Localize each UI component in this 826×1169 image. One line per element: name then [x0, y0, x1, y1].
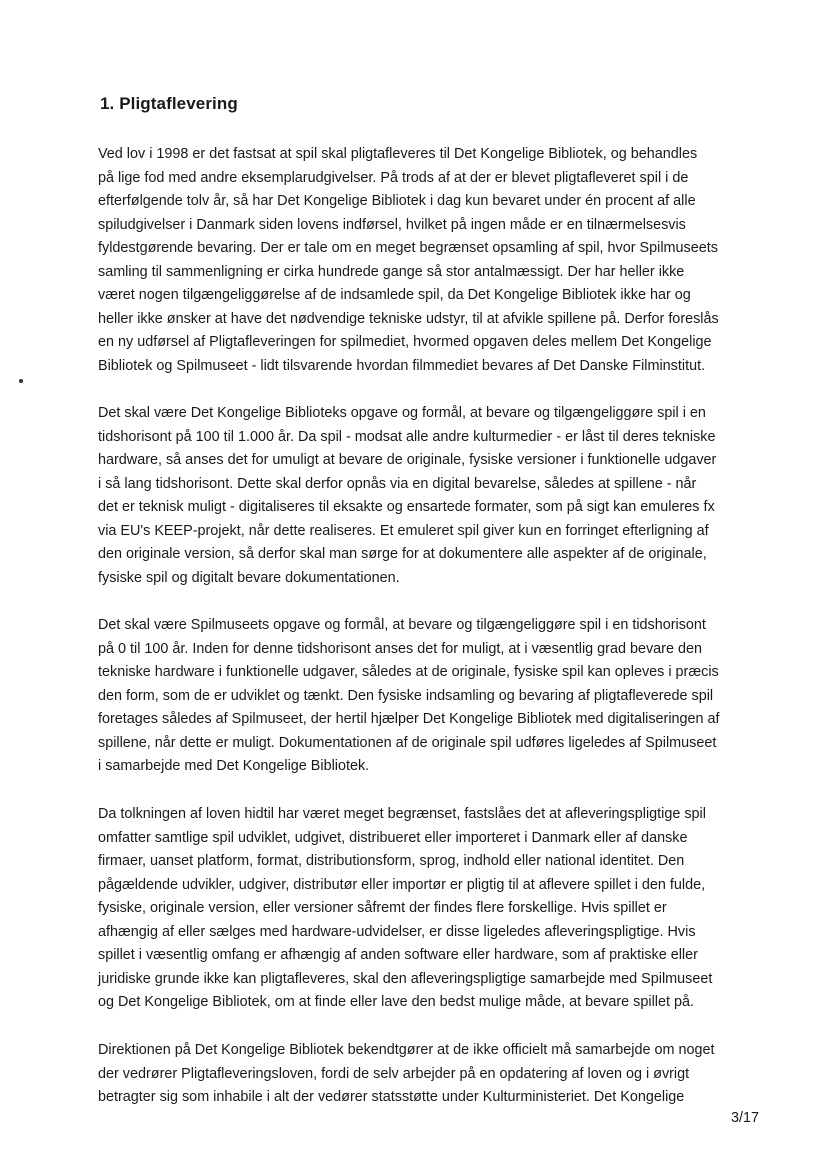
text-line: Bibliotek og Spilmuseet - lidt tilsvarende hvordan filmmediet bevares af Det Danske Filminstitut. [98, 357, 706, 374]
text-line: i samarbejde med Det Kongelige Bibliotek. [98, 758, 370, 774]
text-line: Det skal være Spilmuseets opgave og formål, at bevare og tilgængeliggøre spil i en tidshorisont [98, 617, 706, 633]
text-line: juridiske grunde ikke kan pligtafleveres, skal den afleveringspligtige samarbejde med Spilmuseet [98, 970, 713, 987]
text-line: Ved lov i 1998 er det fastsat at spil skal pligtafleveres til Det Kongelige Bibliotek, og behandles [98, 146, 698, 162]
text-line: den originale version, så derfor skal man sørge for at dokumentere alle aspekter af de originale, [98, 546, 707, 562]
section-heading: 1. Pligtaflevering [100, 94, 238, 113]
text-line: Direktionen på Det Kongelige Bibliotek bekendtgører at de ikke officielt må samarbejde om noget [98, 1042, 715, 1058]
text-line: fysiske spil og digitalt bevare dokumentationen. [98, 569, 400, 586]
text-line: den form, som de er udviklet og tænkt. Den fysiske indsamling og bevaring af pligtafleverede spil [98, 687, 714, 704]
paragraph-5 [98, 1039, 788, 1110]
text-line: hardware, så anses det for umuligt at bevare de originale, fysiske versioner i funktionelle udgaver [98, 452, 717, 468]
text-line: der vedrører Pligtafleveringsloven, fordi de selv arbejder på en opdatering af loven og i øvrigt [98, 1065, 690, 1082]
margin-bullet-mark [19, 379, 23, 383]
text-line: spiludgivelser i Danmark siden lovens indførsel, hvilket på ingen måde er en tilnærmelsesvis [98, 216, 686, 233]
text-line: Det skal være Det Kongelige Biblioteks opgave og formål, at bevare og tilgængeliggøre spil i en [98, 405, 706, 421]
text-line: efterfølgende tolv år, så har Det Kongelige Bibliotek i dag kun bevaret under én procent af alle [98, 193, 696, 209]
text-line: i så lang tidshorisont. Dette skal derfor opnås via en digital bevarelse, således at spillene - når [98, 475, 697, 492]
text-line: omfatter samtlige spil udviklet, udgivet, distribueret eller importeret i Danmark eller af danske [98, 829, 688, 846]
paragraph-4 [98, 803, 788, 1015]
text-line: en ny udførsel af Pligtafleveringen for spilmediet, hvormed opgaven deles mellem Det Kongelige [98, 334, 712, 350]
text-line: tidshorisont på 100 til 1.000 år. Da spil - modsat alle andre kulturmedier - er låst til deres tekniske [98, 428, 716, 445]
text-line: spillet i væsentlig omfang er afhængig af anden software eller hardware, som af praktiske eller [98, 947, 698, 963]
text-line: pågældende udvikler, udgiver, distributør eller importør er pligtig til at aflevere spillet i den fulde, [98, 876, 706, 893]
text-line: heller ikke ønsker at have det nødvendige tekniske udstyr, til at afvikle spillene på. Derfor foreslås [98, 310, 719, 327]
page-number: 3/17 [731, 1110, 760, 1126]
paragraph-3 [98, 614, 788, 779]
text-line: været nogen tilgængeliggørelse af de indsamlede spil, da Det Kongelige Bibliotek ikke har og [98, 287, 691, 303]
text-line: Da tolkningen af loven hidtil har været meget begrænset, fastslåes det at afleveringspligtige spil [98, 806, 706, 822]
text-line: og Det Kongelige Bibliotek, om at finde eller lave den bedst mulige måde, at bevare spillet på. [98, 994, 694, 1010]
paragraph-1 [98, 143, 788, 378]
text-line: afhængig af eller sælges med hardware-udvidelser, er disse ligeledes afleveringspligtige. Hvis [98, 923, 696, 940]
text-line: på 0 til 100 år. Inden for denne tidshorisont anses det for muligt, at i væsentlig grad bevare den [98, 640, 702, 657]
text-line: foretages således af Spilmuseet, der hertil hjælper Det Kongelige Bibliotek med digitaliseringen af [98, 711, 720, 727]
text-line: firmaer, uanset platform, format, distributionsform, sprog, indhold eller national identitet. Den [98, 853, 685, 869]
text-line: spillene, når dette er muligt. Dokumentationen af de originale spil udføres ligeledes af Spilmuseet [98, 734, 717, 751]
text-line: via EU's KEEP-projekt, når dette realiseres. Et emuleret spil giver kun en forringet efterligning af [98, 522, 709, 539]
text-line: samling til sammenligning er cirka hundrede gange så stor antalmæssigt. Der har heller ikke [98, 263, 685, 280]
text-line: fysiske, originale version, eller versioner såfremt der findes flere forskellige. Hvis spillet er [98, 900, 667, 916]
text-line: fyldestgørende bevaring. Der er tale om en meget begrænset opsamling af spil, hvor Spilmuseets [98, 240, 718, 256]
text-line: betragter sig som inhabile i alt der vedører statsstøtte under Kulturministeriet. Det Kongelige [98, 1089, 685, 1105]
text-line: tekniske hardware i funktionelle udgaver, således at de originale, fysiske spil kan opleves i præcis [98, 664, 719, 680]
text-line: på lige fod med andre eksemplarudgivelser. På trods af at der er blevet pligtafleveret spil i de [98, 169, 689, 186]
text-line: det er teknisk muligt - digitaliseres til eksakte og ensartede formater, som på sigt kan emuleres fx [98, 499, 715, 515]
paragraph-2 [98, 402, 788, 590]
